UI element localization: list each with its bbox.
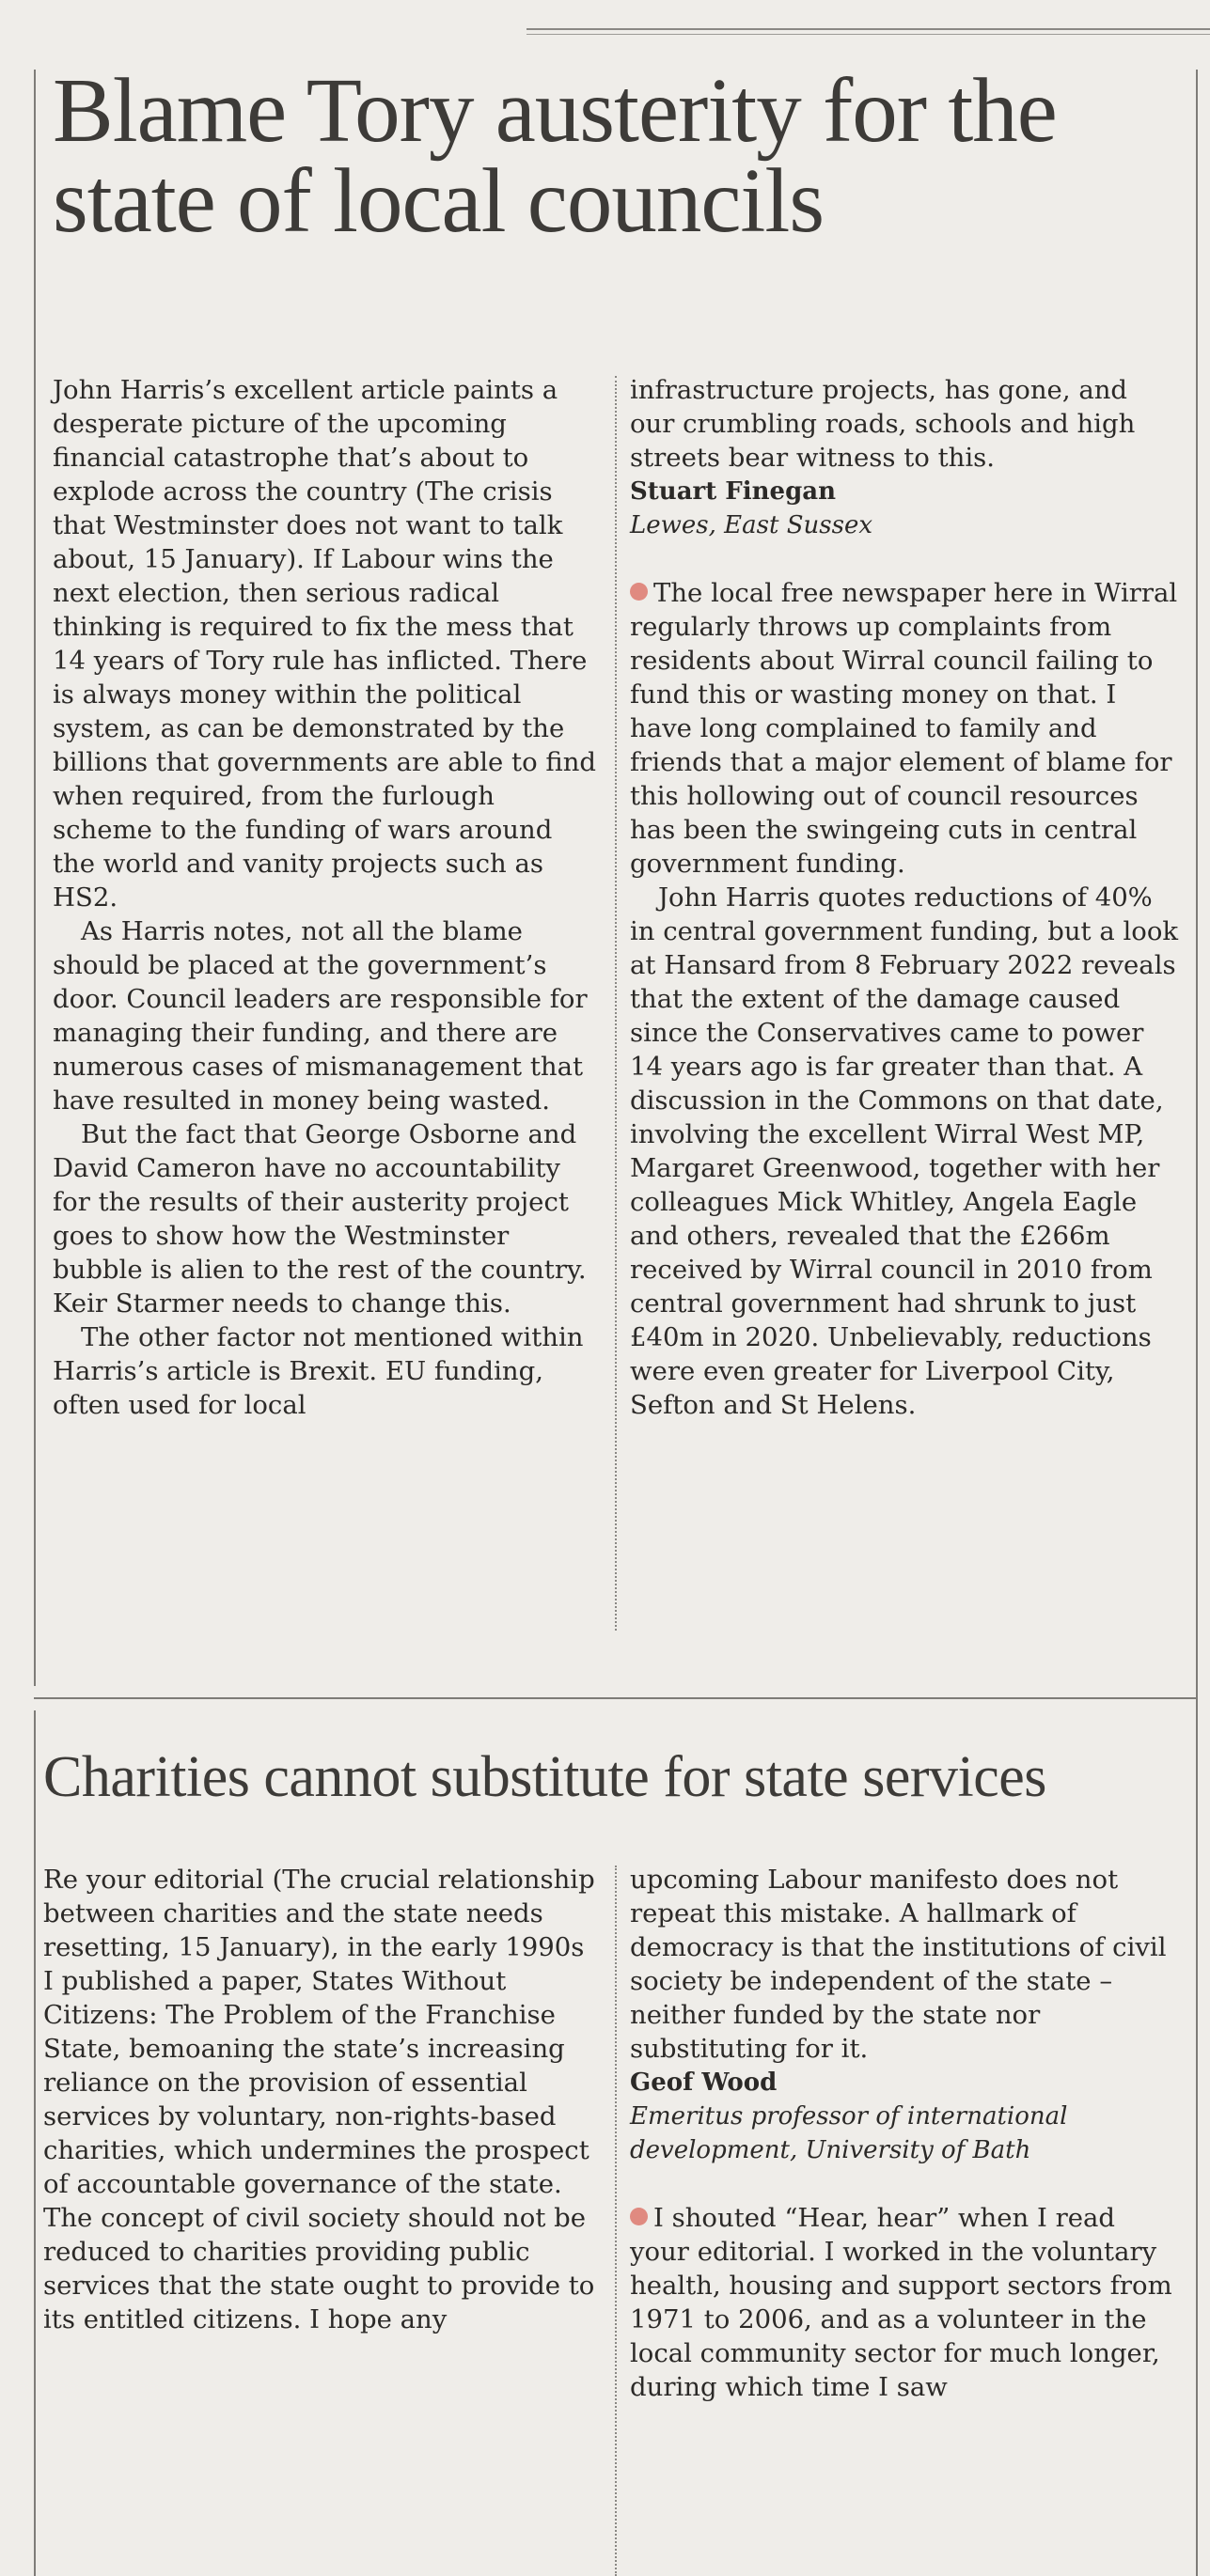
letter1-right-column [630, 373, 1179, 1422]
letter3-left-column [43, 1863, 600, 2336]
headline-charities: Charities cannot substitute for state services [43, 1745, 1046, 1809]
frame-rule-left-lower [34, 1710, 36, 2576]
letter1-continuation: infrastructure projects, has gone, and our crumbling roads, schools and high streets bear witness to this. [630, 375, 1136, 473]
letter3-paragraph: Re your editorial (The crucial relationship between charities and the state needs resetting, 15 January), in the early 1990s I published a paper, States Without Citizens: The Problem of the Franchise State, bemoaning the state’s increasing reliance on the provision of essential services by voluntary, non-rights-based charities, which undermines the prospect of accountable governance of the state. The concept of civil society should not be reduced to charities providing public services that the state ought to provide to its entitled citizens. I hope any [43, 1865, 595, 2334]
spacer [630, 2167, 1179, 2201]
letter1-paragraph: John Harris’s excellent article paints a desperate picture of the upcoming financial catastrophe that’s about to explode across the country (The crisis that Westminster does not want to talk about, 15 January). If Labour wins the next election, then serious radical thinking is required to fix the mess that 14 years of Tory rule has inflicted. There is always money within the political system, as can be demonstrated by the billions that governments are able to find when required, from the furlough scheme to the funding of wars around the world and vanity projects such as HS2. [53, 375, 597, 913]
letter2-paragraph: John Harris quotes reductions of 40% in central government funding, but a look at Hansard from 8 February 2022 reveals that the extent of the damage caused since the Conservatives came to power 14 years ago is far greater than that. A discussion in the Commons on that date, involving the excellent Wirral West MP, Margaret Greenwood, together with her colleagues Mick Whitley, Angela Eagle and others, revealed that the £266m received by Wirral council in 2010 from central government had shrunk to just £40m in 2020. Unbelievably, reductions were even greater for Liverpool City, Sefton and St Helens. [630, 882, 1179, 1420]
column-divider [615, 376, 617, 1631]
signoff-name: Stuart Finegan [630, 477, 837, 506]
section-divider [34, 1697, 1198, 1699]
signoff-name: Geof Wood [630, 2069, 778, 2097]
letter1-paragraph: The other factor not mentioned within Harris’s article is Brexit. EU funding, often used for local [53, 1322, 584, 1420]
spacer [630, 542, 1179, 576]
letter3-continuation: upcoming Labour manifesto does not repeat this mistake. A hallmark of democracy is that the institutions of civil society be independent of the state – neither funded by the state nor substituting for it. [630, 1865, 1167, 2064]
column-divider [615, 1866, 617, 2576]
letter4-paragraph [630, 2201, 1179, 2404]
frame-rule-right [1196, 70, 1198, 2576]
signoff-location: Emeritus professor of international development, University of Bath [630, 2102, 1068, 2164]
letter1-paragraph: But the fact that George Osborne and David Cameron have no accountability for the results of their austerity project goes to show how the Westminster bubble is alien to the rest of the country. Keir Starmer needs to change this. [53, 1119, 587, 1319]
signoff-location: Lewes, East Sussex [630, 511, 872, 539]
letter1-left-column [53, 373, 600, 1422]
top-rule [526, 28, 1210, 35]
letter2-paragraph-text: The local free newspaper here in Wirral regularly throws up complaints from residents about Wirral council failing to fund this or wasting money on that. I have long complained to family and friends that a major element of blame for this hollowing out of council resources has been the swingeing cuts in central government funding. [630, 578, 1178, 879]
headline-austerity: Blame Tory austerity for the state of local councils [53, 60, 1057, 251]
frame-rule-left [34, 70, 36, 1686]
bullet-icon [630, 583, 648, 601]
bullet-icon [630, 2208, 648, 2225]
letter4-paragraph-text: I shouted “Hear, hear” when I read your editorial. I worked in the voluntary health, housing and support sectors from 1971 to 2006, and as a volunteer in the local community sector for much longer, during which time I saw [630, 2203, 1172, 2402]
letter2-paragraph [630, 576, 1179, 881]
letter1-paragraph: As Harris notes, not all the blame should be placed at the government’s door. Council leaders are responsible for managing their funding, and there are numerous cases of mismanagement that have resulted in money being wasted. [53, 916, 588, 1116]
letter3-right-column [630, 1863, 1179, 2404]
